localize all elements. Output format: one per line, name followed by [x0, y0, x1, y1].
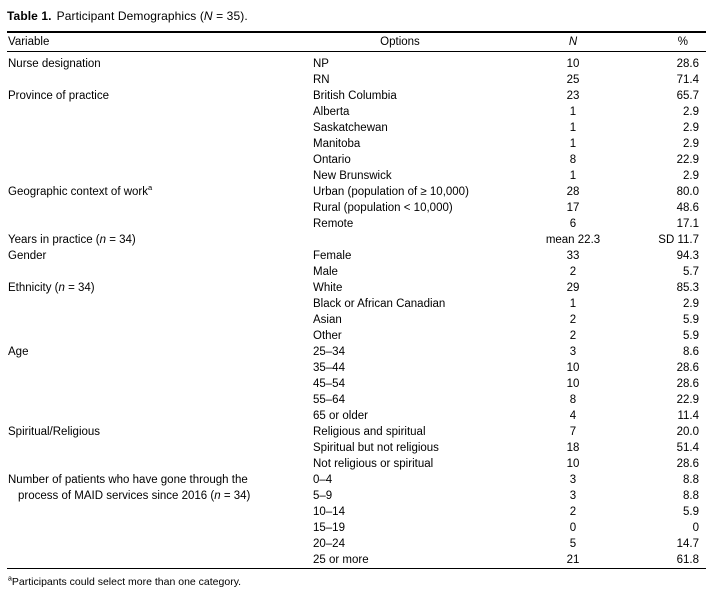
table-row [7, 376, 706, 392]
cell-percent: 85.3 [676, 281, 699, 294]
cell-percent: 61.8 [676, 553, 699, 566]
table-caption: Participant Demographics (N = 35). [56, 9, 248, 23]
cell-percent: 65.7 [676, 89, 699, 102]
cell-n: 29 [566, 281, 580, 294]
footnote-marker: a [8, 575, 12, 582]
cell-option: Rural (population < 10,000) [313, 201, 453, 214]
table-row [7, 216, 706, 232]
cell-variable: Geographic context of work$^a$ [8, 182, 153, 198]
cell-n: 0 [569, 521, 577, 534]
cell-option: Female [313, 249, 352, 262]
cell-variable: Province of practice [8, 89, 109, 102]
table-row [7, 232, 706, 248]
table-row [7, 104, 706, 120]
cell-n: 1 [569, 121, 577, 134]
cell-variable: Nurse designation [8, 57, 101, 70]
table-header [7, 32, 706, 51]
cell-percent: 5.9 [683, 329, 699, 342]
cell-variable [7, 296, 313, 312]
cell-option: 25–34 [313, 345, 345, 358]
cell-n: 10 [566, 361, 580, 374]
cell-percent: 5.9 [683, 505, 699, 518]
cell-percent: 28.6 [676, 377, 699, 390]
table-row [7, 392, 706, 408]
table-label: Table 1. [7, 9, 52, 23]
table-footnote [7, 576, 706, 589]
cell-variable [7, 312, 313, 328]
cell-option: 15–19 [313, 521, 345, 534]
cell-percent: 28.6 [676, 457, 699, 470]
cell-percent: 22.9 [676, 393, 699, 406]
table-row [7, 184, 706, 200]
cell-percent: 48.6 [676, 201, 699, 214]
cell-n: 18 [566, 441, 580, 454]
cell-percent: 8.8 [683, 489, 699, 502]
table-body [7, 51, 706, 568]
cell-percent: 2.9 [683, 121, 699, 134]
table-row [7, 344, 706, 360]
table-row [7, 72, 706, 88]
cell-option: 45–54 [313, 377, 345, 390]
cell-percent: 5.7 [683, 265, 699, 278]
cell-variable [7, 120, 313, 136]
cell-variable: Age [8, 345, 29, 358]
cell-n: 4 [569, 409, 577, 422]
cell-option: New Brunswick [313, 169, 392, 182]
col-header-n [523, 32, 623, 51]
cell-option: Ontario [313, 153, 351, 166]
cell-percent: 20.0 [676, 425, 699, 438]
cell-variable [7, 536, 313, 552]
cell-n: 25 [566, 73, 580, 86]
table-row [7, 440, 706, 456]
cell-option: Black or African Canadian [313, 297, 446, 310]
cell-variable [7, 552, 313, 569]
cell-option: 0–4 [313, 473, 333, 486]
cell-percent: 94.3 [676, 249, 699, 262]
cell-percent: SD 11.7 [658, 233, 699, 246]
cell-option: Manitoba [313, 137, 361, 150]
cell-n: 1 [569, 169, 577, 182]
cell-percent: 22.9 [676, 153, 699, 166]
header-row [7, 32, 706, 51]
table-row [7, 264, 706, 280]
table-row [7, 472, 706, 488]
cell-variable [7, 456, 313, 472]
cell-n: 33 [566, 249, 580, 262]
cell-n: 17 [566, 201, 580, 214]
cell-option: 35–44 [313, 361, 345, 374]
table-row [7, 152, 706, 168]
table-row [7, 552, 706, 569]
cell-variable: Ethnicity (n = 34) [8, 281, 95, 294]
cell-percent: 14.7 [676, 537, 699, 550]
cell-option: Spiritual but not religious [313, 441, 439, 454]
cell-option: Asian [313, 313, 342, 326]
col-header-n-label: N [568, 35, 578, 48]
cell-variable [7, 408, 313, 424]
cell-option: Alberta [313, 105, 350, 118]
cell-percent: 28.6 [676, 57, 699, 70]
table-row [7, 136, 706, 152]
cell-variable [7, 264, 313, 280]
cell-variable [7, 200, 313, 216]
cell-option: NP [313, 57, 329, 70]
cell-variable [7, 376, 313, 392]
cell-n: 3 [569, 489, 577, 502]
cell-variable [7, 168, 313, 184]
cell-option: Remote [313, 217, 354, 230]
cell-variable [7, 504, 313, 520]
cell-option: Urban (population of ≥ 10,000) [313, 185, 469, 198]
table-row [7, 296, 706, 312]
table-row [7, 520, 706, 536]
cell-variable: process of MAID services since 2016 (n = 34) [18, 489, 251, 502]
cell-option: British Columbia [313, 89, 397, 102]
cell-option: 55–64 [313, 393, 345, 406]
cell-percent: 2.9 [683, 105, 699, 118]
cell-n: 21 [566, 553, 580, 566]
cell-n: 10 [566, 57, 580, 70]
cell-n: 8 [569, 153, 577, 166]
footnote-text: Participants could select more than one category. [11, 575, 242, 588]
col-header-percent: % [623, 32, 706, 51]
table-title [7, 9, 706, 24]
cell-percent: 2.9 [683, 169, 699, 182]
table-row [7, 456, 706, 472]
table-row [7, 88, 706, 104]
cell-n: 7 [569, 425, 577, 438]
cell-percent: 17.1 [676, 217, 699, 230]
table-row [7, 424, 706, 440]
cell-n: 8 [569, 393, 577, 406]
cell-variable [7, 104, 313, 120]
cell-percent: 80.0 [676, 185, 699, 198]
cell-n: 5 [569, 537, 577, 550]
table-row [7, 408, 706, 424]
demographics-table [7, 31, 706, 569]
table-row [7, 536, 706, 552]
cell-percent: 8.8 [683, 473, 699, 486]
table-row [7, 248, 706, 264]
cell-percent: 28.6 [676, 361, 699, 374]
cell-option: 20–24 [313, 537, 345, 550]
cell-variable [7, 392, 313, 408]
cell-variable [7, 520, 313, 536]
cell-percent: 5.9 [683, 313, 699, 326]
cell-variable [7, 216, 313, 232]
cell-percent: 11.4 [677, 409, 699, 422]
cell-percent: 2.9 [683, 137, 699, 150]
cell-option [313, 232, 523, 248]
cell-variable: Spiritual/Religious [8, 425, 101, 438]
cell-option: 65 or older [313, 409, 368, 422]
cell-option: Not religious or spiritual [313, 457, 434, 470]
cell-n: 6 [569, 217, 577, 230]
cell-n: 10 [566, 457, 580, 470]
cell-n: 2 [569, 505, 577, 518]
table-row [7, 120, 706, 136]
table-row [7, 168, 706, 184]
cell-option: Saskatchewan [313, 121, 388, 134]
cell-n: 2 [569, 329, 577, 342]
cell-variable [7, 136, 313, 152]
cell-percent: 2.9 [683, 297, 699, 310]
cell-n: 1 [569, 137, 577, 150]
cell-n: 28 [566, 185, 580, 198]
table-row [7, 504, 706, 520]
cell-percent: 8.6 [683, 345, 699, 358]
table-row [7, 360, 706, 376]
cell-option: 10–14 [313, 505, 345, 518]
cell-option: RN [313, 73, 330, 86]
table-row [7, 280, 706, 296]
cell-n: 1 [569, 105, 577, 118]
cell-option: Religious and spiritual [313, 425, 426, 438]
cell-n: 23 [566, 89, 580, 102]
cell-variable [7, 440, 313, 456]
cell-percent: 71.4 [676, 73, 699, 86]
cell-percent: 0 [692, 521, 699, 534]
table-row [7, 51, 706, 72]
cell-n: 3 [569, 473, 577, 486]
cell-n: 10 [566, 377, 580, 390]
cell-option: 25 or more [313, 553, 369, 566]
cell-n: mean 22.3 [545, 233, 601, 246]
cell-n: 2 [569, 265, 577, 278]
cell-variable: Years in practice (n = 34) [8, 233, 136, 246]
cell-option: 5–9 [313, 489, 333, 502]
cell-n: 2 [569, 313, 577, 326]
cell-variable [7, 72, 313, 88]
table-row [7, 200, 706, 216]
col-header-options: Options [313, 32, 523, 51]
table-row [7, 328, 706, 344]
table-row [7, 488, 706, 504]
cell-variable [7, 360, 313, 376]
cell-option: White [313, 281, 343, 294]
cell-variable [7, 328, 313, 344]
cell-variable [7, 152, 313, 168]
cell-option: Other [313, 329, 342, 342]
table-row [7, 312, 706, 328]
cell-variable: Number of patients who have gone through the [8, 473, 248, 486]
cell-percent: 51.4 [676, 441, 699, 454]
cell-n: 1 [569, 297, 577, 310]
col-header-variable: Variable [7, 32, 313, 51]
cell-option: Male [313, 265, 338, 278]
cell-variable: Gender [8, 249, 47, 262]
cell-n: 3 [569, 345, 577, 358]
